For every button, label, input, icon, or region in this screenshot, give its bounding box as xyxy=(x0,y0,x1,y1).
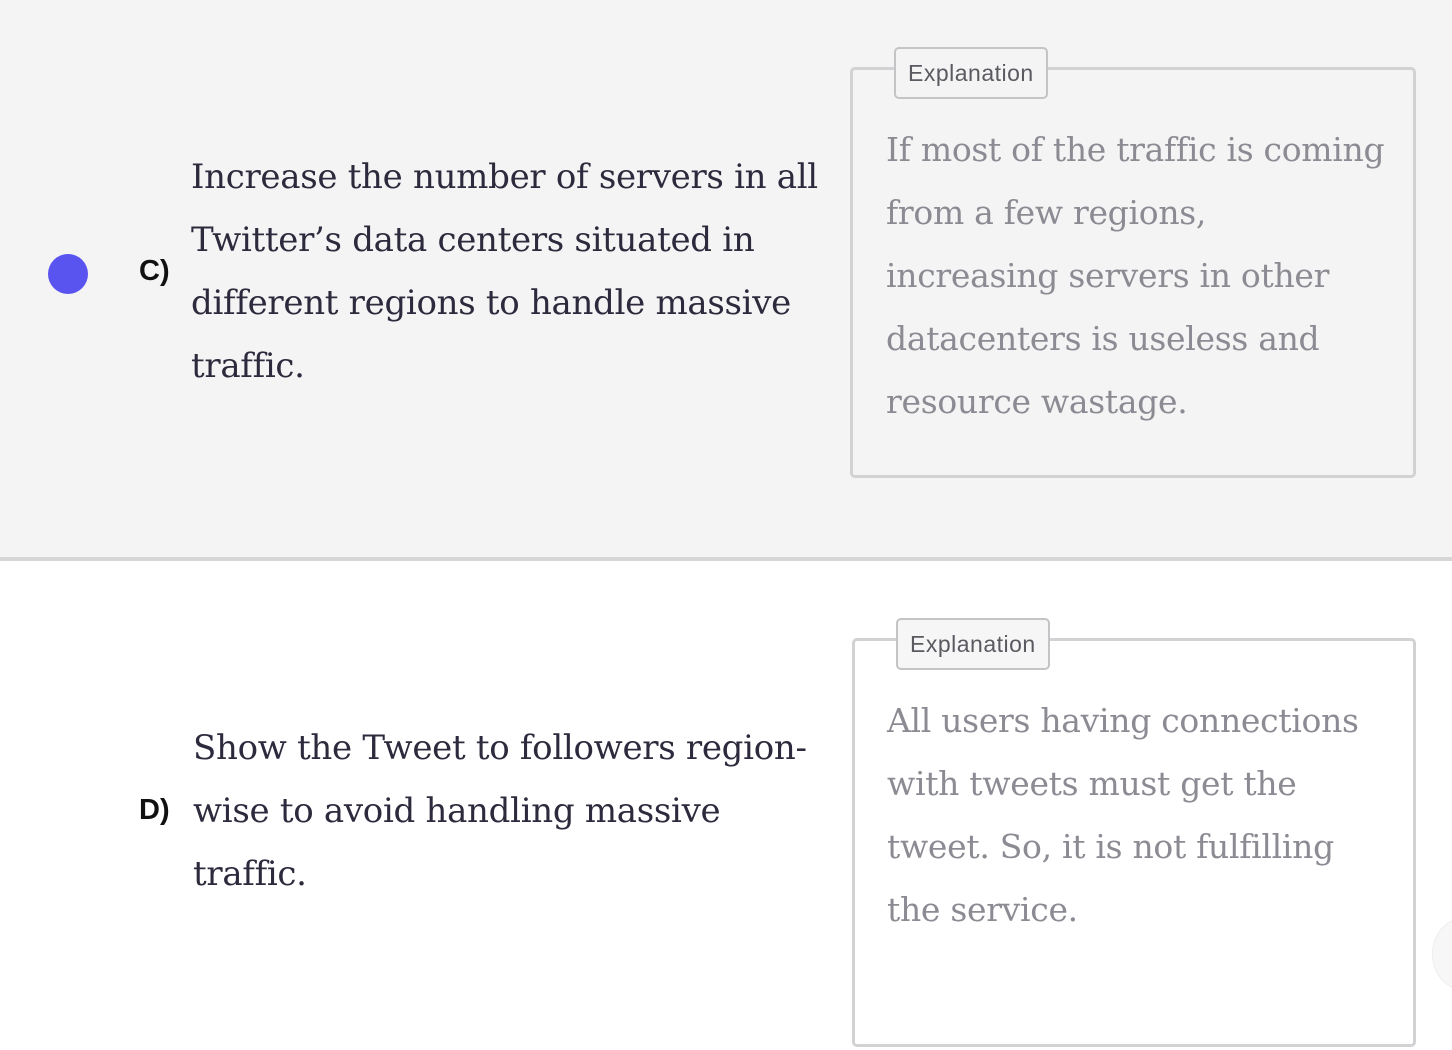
radio-selected-icon[interactable] xyxy=(48,254,88,294)
explanation-text: All users having connections with tweets must get the tweet. So, it is not fulfilling the service. xyxy=(887,701,1359,929)
option-text: Increase the number of servers in all Twitter’s data centers situated in different regions to handle massive traffic. xyxy=(191,157,818,386)
explanation-label: Explanation xyxy=(894,47,1048,99)
explanation-text: If most of the traffic is coming from a few regions, increasing servers in other datacenters is useless and resource wastage. xyxy=(886,130,1385,421)
option-letter: D) xyxy=(139,794,170,826)
answer-option-d[interactable] xyxy=(0,561,1452,1050)
option-letter: C) xyxy=(139,255,170,287)
explanation-label: Explanation xyxy=(896,618,1050,670)
option-text: Show the Tweet to followers region-wise to avoid handling massive traffic. xyxy=(193,728,807,894)
